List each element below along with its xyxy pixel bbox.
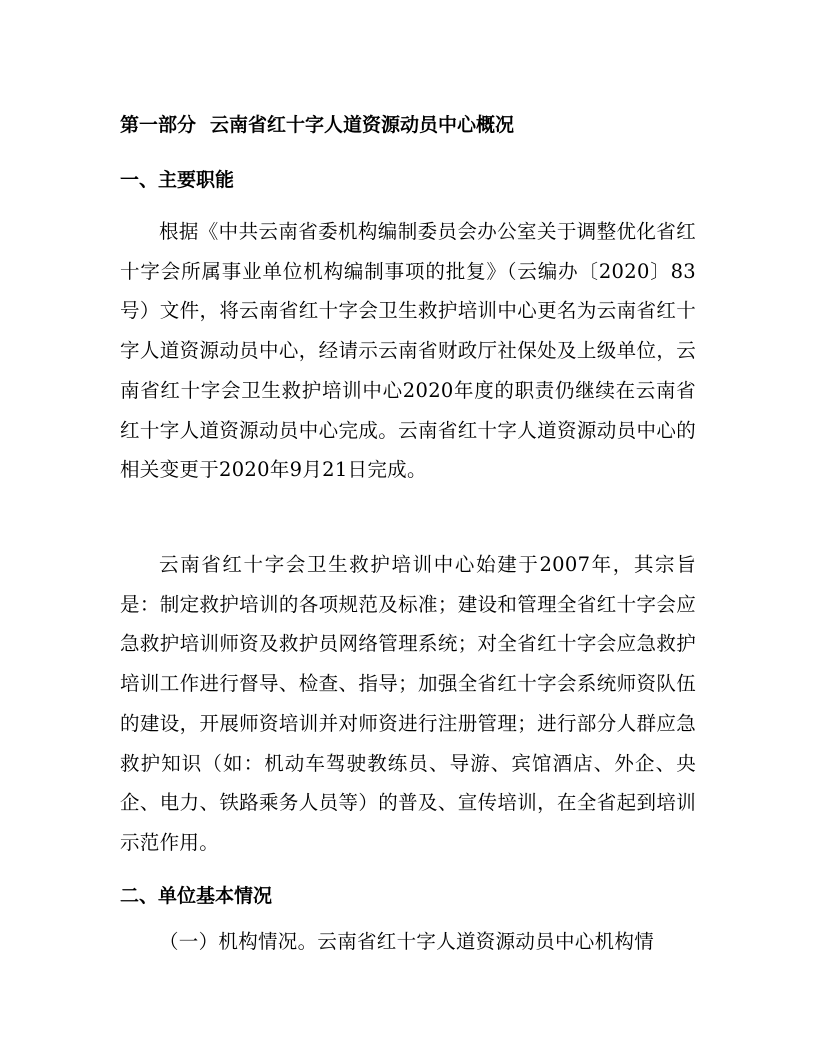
- paragraph-organization-info: （一）机构情况。云南省红十字人道资源动员中心机构情: [159, 930, 655, 953]
- part-title: [120, 111, 514, 139]
- section-heading-basic-info: 二、单位基本情况: [120, 885, 273, 907]
- section-heading-main-functions: 一、主要职能: [120, 169, 235, 191]
- paragraph-renaming-notice: 根据《中共云南省委机构编制委员会办公室关于调整优化省红十字会所属事业单位机构编制事项的批复》（云编办〔2020〕83号）文件，将云南省红十字会卫生救护培训中心更名为云南省红十字人道资源动员中心，经请示云南省财政厅社保处及上级单位，云南省红十字会卫生救护培训中心2020年度的职责仍继续在云南省红十字人道资源动员中心完成。云南省红十字人道资源动员中心的相关变更于2020年9月21日完成。: [120, 220, 696, 482]
- part-name: 云南省红十字人道资源动员中心概况: [210, 114, 515, 136]
- part-number: 第一部分: [120, 114, 197, 136]
- paragraph-center-purpose: 云南省红十字会卫生救护培训中心始建于2007年，其宗旨是：制定救护培训的各项规范及标准；建设和管理全省红十字会应急救护培训师资及救护员网络管理系统；对全省红十字会应急救护培训工作进行督导、检查、指导；加强全省红十字会系统师资队伍的建设，开展师资培训并对师资进行注册管理；进行部分人群应急救护知识（如：机动车驾驶教练员、导游、宾馆酒店、外企、央企、电力、铁路乘务人员等）的普及、宣传培训，在全省起到培训示范作用。: [120, 553, 696, 854]
